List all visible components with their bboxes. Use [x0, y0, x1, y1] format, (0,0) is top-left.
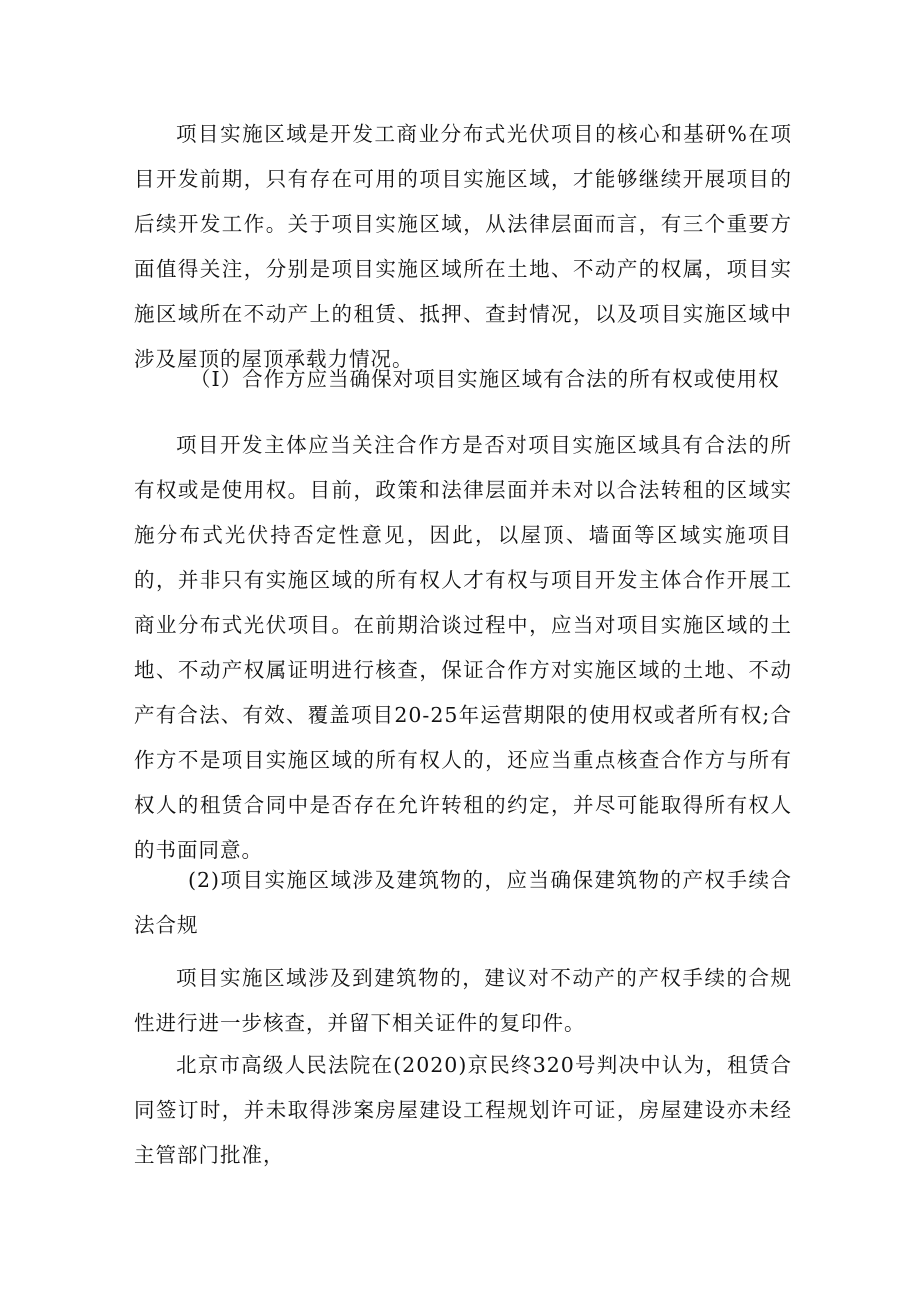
paragraph-court-case: 北京市高级人民法院在(2020)京民终320号判决中认为，租赁合同签订时，并未取得涉案房屋建设工程规划许可证，房屋建设亦未经主管部门批准， [134, 1053, 792, 1167]
paragraph-ownership: 项目开发主体应当关注合作方是否对项目实施区域具有合法的所有权或是使用权。目前，政策和法律层面并未对以合法转租的区域实施分布式光伏持否定性意见，因此，以屋顶、墙面等区域实施项目的，并非只有实施区域的所有权人才有权与项目开发主体合作开展工商业分布式光伏项目。在前期洽谈过程中，应当对项目实施区域的土地、不动产权属证明进行核查，保证合作方对实施区域的土地、不动产有合法、有效、覆盖项目20-25年运营期限的使用权或者所有权;合作方不是项目实施区域的所有权人的，还应当重点核查合作方与所有权人的租赁合同中是否存在允许转租的约定，并尽可能取得所有权人的书面同意。 [134, 433, 792, 862]
paragraph-intro: 项目实施区域是开发工商业分布式光伏项目的核心和基研%在项目开发前期，只有存在可用的项目实施区域，才能够继续开展项目的后续开发工作。关于项目实施区域，从法律层面而言，有三个重要方面值得关注，分别是项目实施区域所在土地、不动产的权属，项目实施区域所在不动产上的租赁、抵押、查封情况，以及项目实施区域中涉及屋顶的屋顶承载力情况。 [134, 122, 792, 371]
section-heading-1: （I）合作方应当确保对项目实施区域有合法的所有权或使用权 [190, 367, 780, 391]
paragraph-building-check: 项目实施区域涉及到建筑物的，建议对不动产的产权手续的合规性进行进一步核查，并留下相关证件的复印件。 [134, 966, 792, 1035]
section-heading-2: (2)项目实施区域涉及建筑物的，应当确保建筑物的产权手续合法合规 [134, 868, 792, 937]
